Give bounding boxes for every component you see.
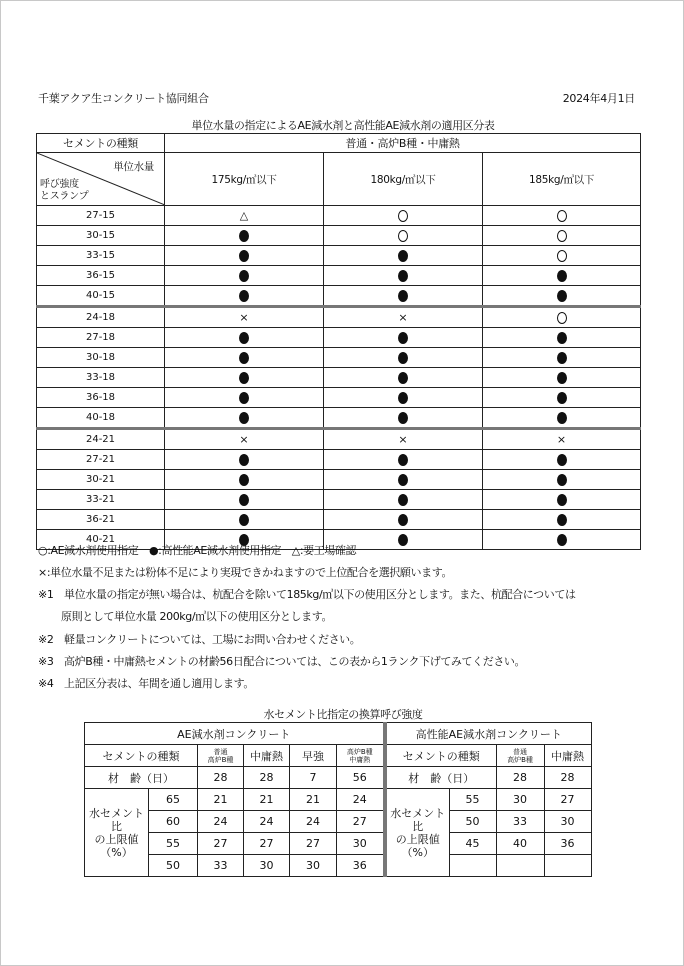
cross-icon: × (398, 433, 408, 446)
filled-circle-icon (239, 270, 249, 282)
ae-strength: 36 (337, 855, 384, 877)
filled-circle-icon (239, 494, 249, 506)
application-cell (483, 490, 641, 510)
ae-strength: 21 (290, 789, 337, 811)
filled-circle-icon (239, 332, 249, 344)
filled-circle-icon (239, 250, 249, 262)
cross-icon: × (398, 311, 408, 324)
table-row (37, 246, 641, 266)
strength-slump-value: 27-15 (37, 206, 165, 226)
filled-circle-icon (398, 332, 408, 344)
filled-circle-icon (398, 454, 408, 466)
hp-strength (544, 855, 591, 877)
application-cell (483, 429, 641, 450)
ae-age: 56 (337, 767, 384, 789)
issue-date: 2024年4月1日 (562, 92, 635, 105)
application-cell (483, 226, 641, 246)
hp-age-label: 材 齢（日） (386, 767, 496, 789)
triangle-icon: △ (239, 209, 249, 222)
wc-table-title: 水セメント比指定の換算呼び強度 (263, 708, 423, 721)
hp-strength: 33 (496, 811, 544, 833)
strength-slump-value: 40-18 (37, 408, 165, 429)
filled-circle-icon (239, 352, 249, 364)
application-cell (165, 348, 324, 368)
ae-wc-value: 65 (149, 789, 198, 811)
hp-strength: 36 (544, 833, 591, 855)
filled-circle-icon (239, 392, 249, 404)
application-cell (483, 450, 641, 470)
hp-cement-label: セメントの種類 (386, 745, 496, 767)
ae-cement-label: セメントの種類 (85, 745, 198, 767)
table-row (37, 286, 641, 307)
open-circle-icon (398, 210, 408, 222)
note-4: ※4 上記区分表は、年間を通し適用します。 (38, 677, 254, 690)
hp-wc-value: 45 (449, 833, 496, 855)
filled-circle-icon (239, 514, 249, 526)
hp-wc-value: 55 (449, 789, 496, 811)
ae-strength: 24 (244, 811, 290, 833)
strength-slump-value: 33-18 (37, 368, 165, 388)
filled-circle-icon (398, 412, 408, 424)
application-cell (483, 246, 641, 266)
ae-wc-value: 55 (149, 833, 198, 855)
application-cell (483, 368, 641, 388)
note-3: ※3 高炉B種・中庸熱セメントの材齢56日配合については、この表から1ランク下げてみてください。 (38, 655, 526, 668)
diagonal-header-cell (37, 153, 164, 205)
application-cell (324, 470, 483, 490)
cross-icon: × (556, 433, 567, 446)
note-1-line-1: ※1 単位水量の指定が無い場合は、杭配合を除いて185kg/㎥以下の使用区分とします。また、杭配合については (38, 588, 576, 601)
ae-wc-label: 水セメント比 の上限値 （%） (85, 789, 149, 877)
strength-slump-value: 30-18 (37, 348, 165, 368)
hp-age: 28 (544, 767, 591, 789)
ae-col-high-early: 早強 (290, 745, 337, 767)
strength-slump-value: 33-15 (37, 246, 165, 266)
unit-water-label: 単位水量 (113, 161, 154, 173)
application-cell (165, 307, 324, 328)
ae-wc-value: 60 (149, 811, 198, 833)
application-cell (483, 328, 641, 348)
open-circle-icon (557, 250, 567, 262)
ae-strength: 24 (290, 811, 337, 833)
filled-circle-icon (557, 494, 567, 506)
strength-slump-value: 40-21 (37, 530, 165, 550)
strength-label: 呼び強度 (40, 179, 79, 190)
strength-slump-label (40, 179, 89, 203)
cross-icon: × (239, 433, 249, 446)
column-header-185: 185kg/㎥以下 (483, 153, 641, 206)
application-cell (165, 368, 324, 388)
application-cell (324, 388, 483, 408)
filled-circle-icon (398, 372, 408, 384)
application-cell (165, 408, 324, 429)
table-row (37, 450, 641, 470)
admixture-application-table (36, 133, 641, 550)
ae-strength: 27 (337, 811, 384, 833)
table-row (37, 388, 641, 408)
ae-age: 7 (290, 767, 337, 789)
application-cell (324, 348, 483, 368)
ae-age-label: 材 齢（日） (85, 767, 198, 789)
filled-circle-icon (557, 352, 567, 364)
application-cell (483, 530, 641, 550)
filled-circle-icon (557, 372, 567, 384)
hp-age: 28 (496, 767, 544, 789)
application-cell (483, 206, 641, 226)
open-circle-icon (557, 312, 567, 324)
filled-circle-icon (239, 474, 249, 486)
application-cell (483, 286, 641, 307)
application-cell (165, 286, 324, 307)
ae-strength: 30 (337, 833, 384, 855)
filled-circle-icon (557, 412, 567, 424)
symbol-legend: ○:AE減水剤使用指定 ●:高性能AE減水剤使用指定 △:要工場確認 (38, 544, 357, 557)
application-cell (324, 429, 483, 450)
strength-slump-value: 24-21 (37, 429, 165, 450)
application-cell (483, 510, 641, 530)
hp-wc-label: 水セメント比 の上限値 （%） (386, 789, 449, 877)
hp-strength: 27 (544, 789, 591, 811)
slump-label: とスランプ (40, 191, 89, 202)
filled-circle-icon (239, 372, 249, 384)
cement-type-label: セメントの種類 (37, 134, 165, 153)
note-2: ※2 軽量コンクリートについては、工場にお問い合わせください。 (38, 633, 361, 646)
ae-strength: 27 (198, 833, 244, 855)
filled-circle-icon (398, 494, 408, 506)
application-cell (324, 206, 483, 226)
strength-slump-value: 36-18 (37, 388, 165, 408)
table-row (37, 470, 641, 490)
application-cell (324, 286, 483, 307)
strength-slump-value: 24-18 (37, 307, 165, 328)
table-row (37, 328, 641, 348)
cross-icon: × (239, 311, 249, 324)
filled-circle-icon (557, 270, 567, 282)
strength-slump-value: 40-15 (37, 286, 165, 307)
application-cell (165, 470, 324, 490)
filled-circle-icon (398, 392, 408, 404)
ae-strength: 30 (290, 855, 337, 877)
filled-circle-icon (398, 250, 408, 262)
ae-col-moderate-heat: 中庸熱 (244, 745, 290, 767)
strength-slump-value: 30-21 (37, 470, 165, 490)
filled-circle-icon (557, 392, 567, 404)
ae-strength: 21 (244, 789, 290, 811)
application-cell (165, 450, 324, 470)
application-cell (165, 510, 324, 530)
table-row (37, 307, 641, 328)
table-row (37, 408, 641, 429)
table-row (37, 226, 641, 246)
application-cell (324, 307, 483, 328)
application-cell (483, 348, 641, 368)
application-cell (165, 206, 324, 226)
filled-circle-icon (557, 332, 567, 344)
filled-circle-icon (398, 352, 408, 364)
application-cell (165, 266, 324, 286)
application-cell (165, 388, 324, 408)
filled-circle-icon (398, 290, 408, 302)
note-1-line-2: 原則として単位水量 200kg/㎥以下の使用区分とします。 (61, 610, 333, 623)
application-cell (324, 266, 483, 286)
filled-circle-icon (398, 534, 408, 546)
hp-wc-value (449, 855, 496, 877)
ae-wc-table (84, 722, 385, 877)
main-table-title: 単位水量の指定によるAE減水剤と高性能AE減水剤の適用区分表 (191, 119, 495, 132)
open-circle-icon (557, 210, 567, 222)
filled-circle-icon (239, 454, 249, 466)
application-cell (165, 246, 324, 266)
strength-slump-value: 33-21 (37, 490, 165, 510)
strength-slump-value: 27-18 (37, 328, 165, 348)
application-cell (324, 490, 483, 510)
ae-heading: AE減水剤コンクリート (85, 723, 384, 745)
table-row (37, 266, 641, 286)
filled-circle-icon (398, 270, 408, 282)
ae-strength: 33 (198, 855, 244, 877)
application-cell (483, 307, 641, 328)
ae-age: 28 (244, 767, 290, 789)
ae-strength: 21 (198, 789, 244, 811)
filled-circle-icon (398, 514, 408, 526)
filled-circle-icon (239, 290, 249, 302)
column-header-175: 175kg/㎥以下 (165, 153, 324, 206)
filled-circle-icon (557, 454, 567, 466)
hp-ae-wc-table (385, 722, 592, 877)
table-row (37, 348, 641, 368)
strength-slump-value: 27-21 (37, 450, 165, 470)
hp-strength (496, 855, 544, 877)
table-row (37, 490, 641, 510)
application-cell (324, 450, 483, 470)
ae-strength: 24 (337, 789, 384, 811)
strength-slump-value: 36-21 (37, 510, 165, 530)
application-cell (483, 388, 641, 408)
open-circle-icon (557, 230, 567, 242)
ae-col-bb-moderate: 高炉B種 中庸熱 (337, 745, 384, 767)
ae-strength: 27 (290, 833, 337, 855)
column-header-180: 180kg/㎥以下 (324, 153, 483, 206)
application-cell (165, 429, 324, 450)
filled-circle-icon (557, 514, 567, 526)
application-cell (165, 226, 324, 246)
organization-name: 千葉アクア生コンクリート協同組合 (38, 92, 209, 105)
hp-strength: 30 (496, 789, 544, 811)
filled-circle-icon (557, 534, 567, 546)
application-cell (165, 328, 324, 348)
application-cell (324, 328, 483, 348)
application-cell (483, 470, 641, 490)
table-row (37, 206, 641, 226)
cement-type-value: 普通・高炉B種・中庸熱 (165, 134, 641, 153)
table-row (37, 429, 641, 450)
application-cell (324, 408, 483, 429)
hp-heading: 高性能AE減水剤コンクリート (386, 723, 591, 745)
filled-circle-icon (239, 412, 249, 424)
open-circle-icon (398, 230, 408, 242)
application-cell (165, 490, 324, 510)
application-cell (324, 368, 483, 388)
application-cell (324, 226, 483, 246)
filled-circle-icon (557, 474, 567, 486)
ae-strength: 27 (244, 833, 290, 855)
table-row (37, 368, 641, 388)
filled-circle-icon (239, 230, 249, 242)
ae-wc-value: 50 (149, 855, 198, 877)
application-cell (483, 408, 641, 429)
ae-strength: 30 (244, 855, 290, 877)
application-cell (324, 246, 483, 266)
hp-strength: 40 (496, 833, 544, 855)
application-cell (483, 266, 641, 286)
application-cell (324, 510, 483, 530)
ae-strength: 24 (198, 811, 244, 833)
hp-wc-value: 50 (449, 811, 496, 833)
strength-slump-value: 30-15 (37, 226, 165, 246)
ae-col-normal-bb: 普通 高炉B種 (198, 745, 244, 767)
strength-slump-value: 36-15 (37, 266, 165, 286)
filled-circle-icon (557, 290, 567, 302)
cross-note: ×:単位水量不足または粉体不足により実現できかねますので上位配合を選択願います。 (38, 566, 453, 579)
hp-col-normal-bb: 普通 高炉B種 (496, 745, 544, 767)
table-row (37, 510, 641, 530)
filled-circle-icon (398, 474, 408, 486)
ae-age: 28 (198, 767, 244, 789)
hp-col-moderate-heat: 中庸熱 (544, 745, 591, 767)
hp-strength: 30 (544, 811, 591, 833)
